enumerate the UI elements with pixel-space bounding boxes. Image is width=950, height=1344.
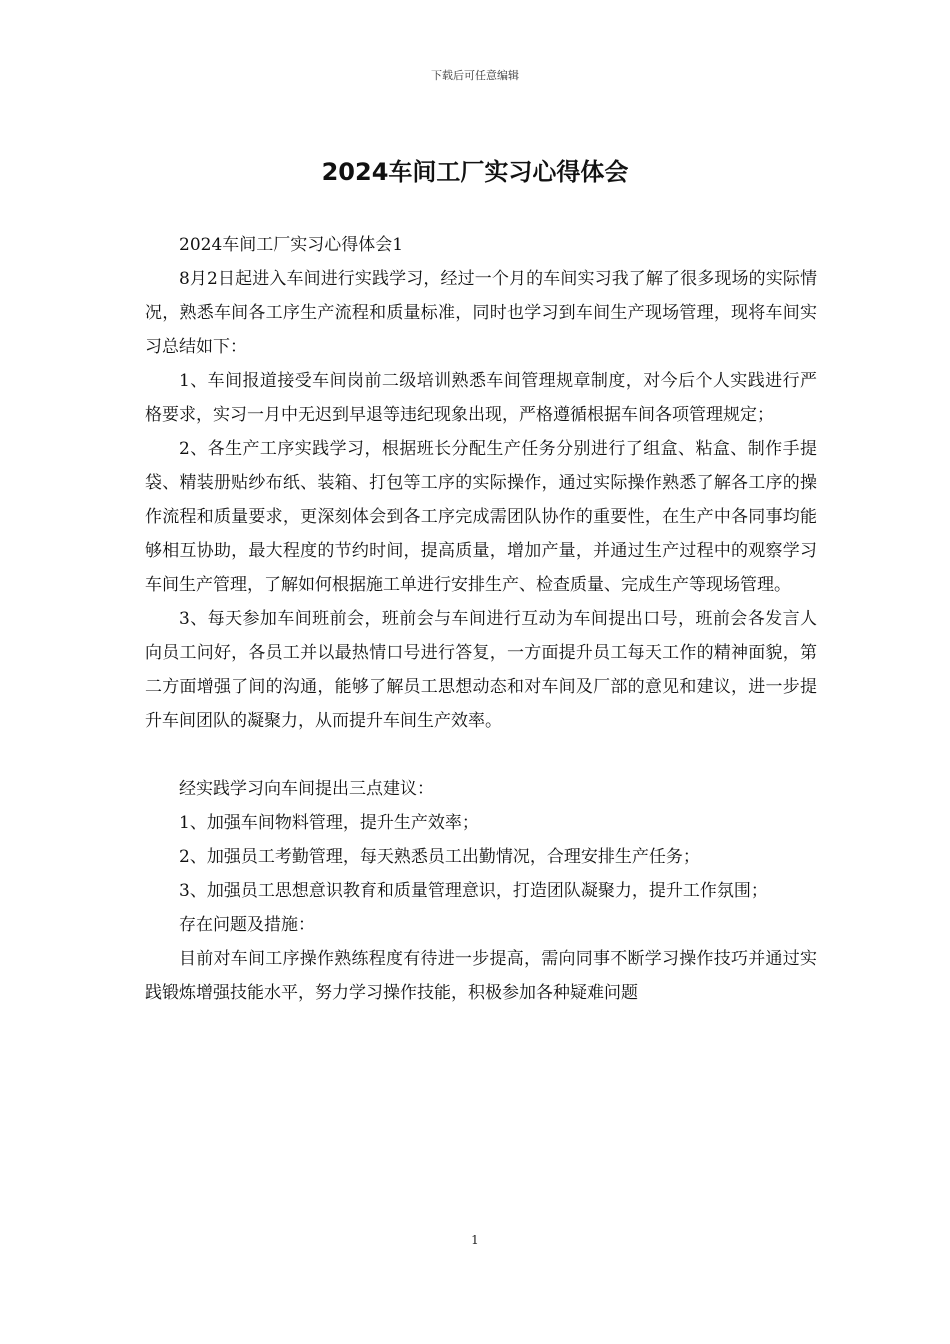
problems-heading: 存在问题及措施： bbox=[179, 915, 315, 935]
paragraph: 目前对车间工序操作熟练程度有待进一步提高，需向同事不断学习操作技巧并通过实践锻炼增强技能水平，努力学习操作技能，积极参加各种疑难问题 bbox=[145, 949, 817, 1003]
suggestion-item: 1、加强车间物料管理，提升生产效率； bbox=[179, 813, 479, 833]
suggestion-item: 2、加强员工考勤管理，每天熟悉员工出勤情况，合理安排生产任务； bbox=[179, 847, 700, 867]
paragraph: 8月2日起进入车间进行实践学习，经过一个月的车间实习我了解了很多现场的实际情况，熟悉车间各工序生产流程和质量标准，同时也学习到车间生产现场管理，现将车间实习总结如下： bbox=[145, 269, 817, 357]
suggestions-heading: 经实践学习向车间提出三点建议： bbox=[179, 779, 434, 799]
document-title: 2024车间工厂实习心得体会 bbox=[321, 158, 629, 186]
paragraph: 1、车间报道接受车间岗前二级培训熟悉车间管理规章制度，对今后个人实践进行严格要求，实习一月中无迟到早退等违纪现象出现，严格遵循根据车间各项管理规定； bbox=[145, 371, 817, 425]
document-body bbox=[145, 228, 817, 1010]
paragraph: 2、各生产工序实践学习，根据班长分配生产任务分别进行了组盒、粘盒、制作手提袋、精装册贴纱布纸、装箱、打包等工序的实际操作，通过实际操作熟悉了解各工序的操作流程和质量要求，更深刻体会到各工序完成需团队协作的重要性，在生产中各同事均能够相互协助，最大程度的节约时间，提高质量，增加产量，并通过生产过程中的观察学习车间生产管理，了解如何根据施工单进行安排生产、检查质量、完成生产等现场管理。 bbox=[145, 439, 817, 595]
paragraph: 3、每天参加车间班前会，班前会与车间进行互动为车间提出口号，班前会各发言人向员工问好，各员工并以最热情口号进行答复，一方面提升员工每天工作的精神面貌，第二方面增强了间的沟通，能够了解员工思想动态和对车间及厂部的意见和建议，进一步提升车间团队的凝聚力，从而提升车间生产效率。 bbox=[145, 609, 817, 731]
header-note: 下载后可任意编辑 bbox=[431, 69, 519, 82]
page-number: 1 bbox=[471, 1233, 479, 1247]
suggestion-item: 3、加强员工思想意识教育和质量管理意识，打造团队凝聚力，提升工作氛围； bbox=[179, 881, 768, 901]
section-heading: 2024车间工厂实习心得体会1 bbox=[179, 235, 404, 255]
